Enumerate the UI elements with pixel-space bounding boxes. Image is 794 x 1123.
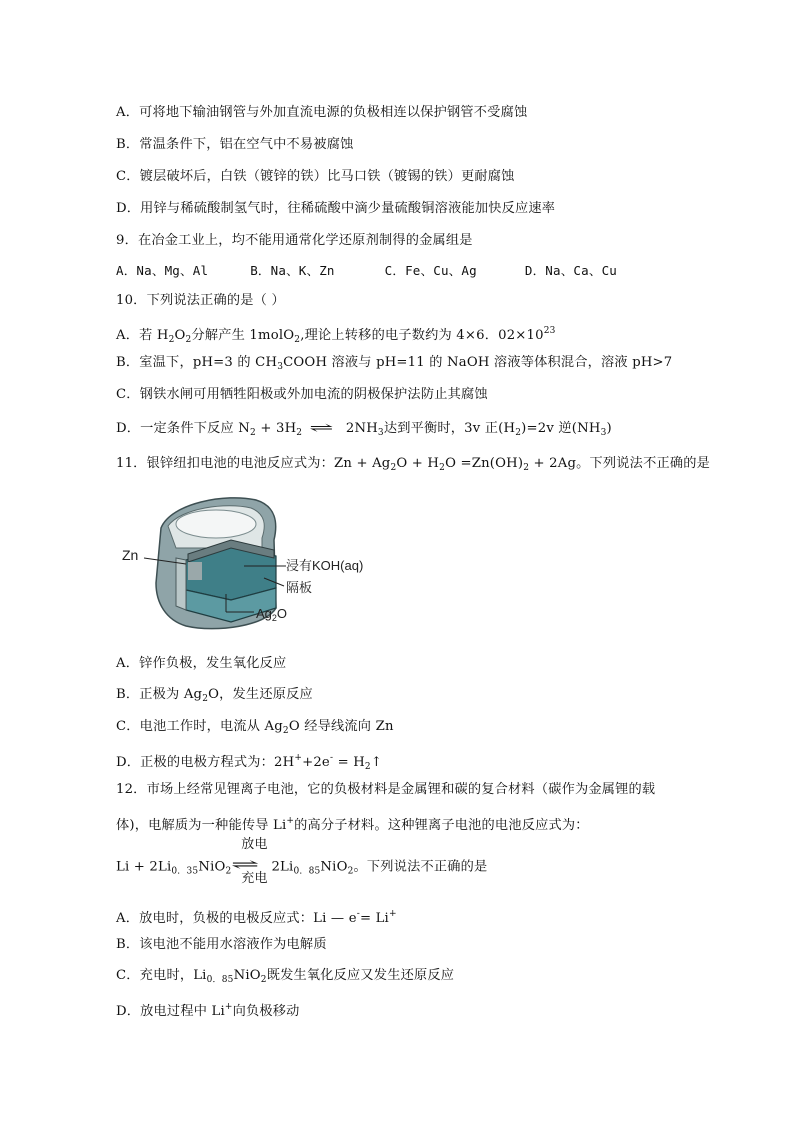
button-battery-diagram [116, 488, 376, 638]
label-koh: 浸有KOH(aq) [286, 558, 364, 573]
q10-option-a: A．若 $H_2O_2$分解产生 1molO$_2$,理论上转移的电子数约为 4×6．$02\times 10^{23}$ [116, 326, 556, 345]
q12-stem-line-1: 12．市场上经常见锂离子电池，它的负极材料是金属锂和碳的复合材料（碳作为金属锂的载 [116, 782, 656, 797]
reversible-arrow-icon: ⇌ [231, 857, 261, 873]
q9-option-c: C．Fe、Cu、Ag [384, 263, 477, 278]
gas-arrow-icon: ↑ [370, 755, 383, 770]
q8-option-c: C．镀层破坏后，白铁（镀锌的铁）比马口铁（镀锡的铁）更耐腐蚀 [116, 169, 515, 184]
q8-option-d: D．用锌与稀硫酸制氢气时，往稀硫酸中滴少量硫酸铜溶液能加快反应速率 [116, 201, 556, 216]
q10-option-d: D．一定条件下反应 $N_2 + 3H_2$ ⇌ $2NH_3$达到平衡时，3v 正$(H_2)=2v$ 逆$(NH_3)$ [116, 421, 612, 438]
reversible-arrow: 放电 ⇌ 充电 [231, 837, 268, 886]
q8-option-a: A．可将地下输油钢管与外加直流电源的负极相连以保护钢管不受腐蚀 [116, 105, 528, 120]
label-ag2o: $Ag_2O$ [256, 606, 288, 623]
q8-option-b: B．常温条件下，铝在空气中不易被腐蚀 [116, 137, 354, 152]
q9-option-d: D．Na、Ca、Cu [524, 263, 618, 278]
q10-stem: 10．下列说法正确的是（ ） [116, 293, 285, 308]
battery-illustration [116, 488, 376, 638]
q11-option-c: C．电池工作时，电流从 $Ag_2O$ 经导线流向 Zn [116, 719, 394, 736]
equilibrium-arrow-icon: ⇌ [309, 421, 335, 436]
q12-option-a: A．放电时，负极的电极反应式：Li — e-= Li+ [116, 909, 397, 926]
q9-option-a: A．Na、Mg、Al [116, 263, 209, 278]
q9-options [116, 262, 617, 280]
q9-stem: 9．在冶金工业上，均不能用通常化学还原剂制得的金属组是 [116, 233, 473, 248]
q12-option-d: D．放电过程中 Li+向负极移动 [116, 1002, 300, 1019]
q11-option-d: D．正极的电极方程式为：$2H^++2e^- = H_2↑$ [116, 753, 383, 772]
label-zn: Zn [122, 547, 139, 563]
q12-equation: $Li + 2Li_{0.35}NiO_2$ 放电 ⇌ 充电 $2Li_{0.85}NiO_2$。下列说法不正确的是 [116, 837, 488, 886]
q11-option-b: B．正极为 $Ag_2O$，发生还原反应 [116, 687, 313, 704]
label-plate: 隔板 [286, 580, 313, 595]
q11-stem: 11．银锌纽扣电池的电池反应式为：$Zn + Ag_2O + H_2O =Zn(OH)_2 + 2Ag$。下列说法不正确的是 [116, 456, 711, 473]
q10-option-c: C．钢铁水闸可用牺牲阳极或外加电流的阴极保护法防止其腐蚀 [116, 387, 488, 402]
q12-stem-line-2: 体)，电解质为一种能传导 Li+的高分子材料。这种锂离子电池的电池反应式为： [116, 816, 589, 833]
q10-option-b: B．室温下，pH=3 的 $CH_3COOH$ 溶液与 pH=11 的 NaOH 溶液等体积混合，溶液 pH>7 [116, 355, 673, 372]
q11-option-a: A．锌作负极，发生氧化反应 [116, 656, 287, 671]
q9-option-b: B．Na、K、Zn [250, 263, 335, 278]
q12-option-b: B．该电池不能用水溶液作为电解质 [116, 937, 327, 952]
q12-option-c: C．充电时，$Li_{0.85}NiO_2$既发生氧化反应又发生还原反应 [116, 968, 455, 985]
